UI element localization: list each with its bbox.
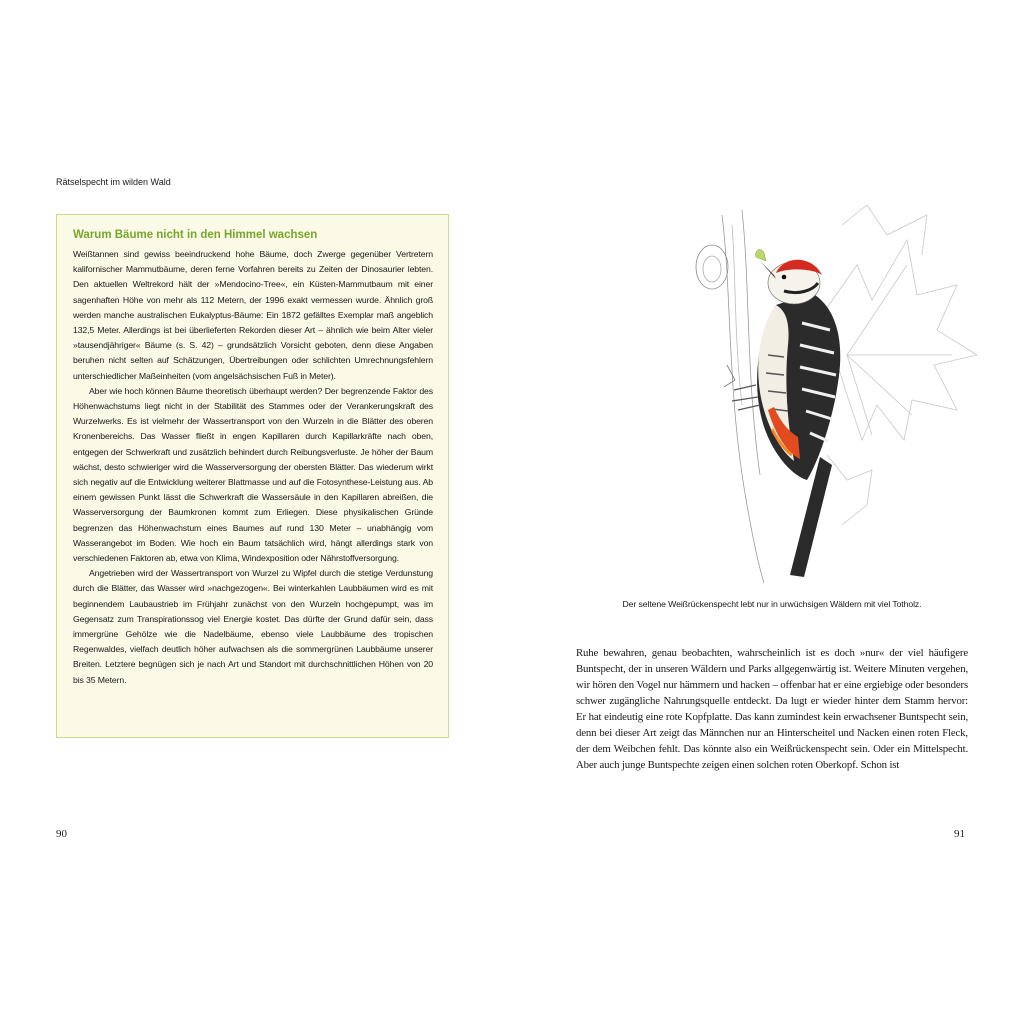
sidebar-paragraph: Weißtannen sind gewiss beeindruckend hohe Bäume, doch Zwerge gegenüber Vertretern kalifornischer Mammutbäume, deren ferne Vorfahren bereits zu Zeiten der Dinosaurier lebten. Den aktuellen Weltrekord hält der »Mendocino-Tree«, ein Küsten-Mammutbaum mit einer sagenhaften Höhe von mehr als 112 Metern, der 1996 exakt vermessen wurde. Ähnlich groß werden manche australischen Eukalyptus-Bäume: Ein 1872 gefälltes Exemplar maß angeblich 132,5 Meter. Allerdings ist bei überlieferten Rekorden dieser Art – ähnlich wie beim Alter vieler »tausendjähriger« Bäume (s. S. 42) – grundsätzlich Vorsicht geboten, denn diese Angaben beruhen nicht selten auf Schätzungen, Übertreibungen oder schlichten Umrechnungsfehlern unterschiedlicher Maßeinheiten (vom angelsächsischen Fuß in Meter). <box>73 249 433 381</box>
sidebar-paragraph: Angetrieben wird der Wassertransport von Wurzel zu Wipfel durch die stetige Verdunstung durch die Blätter, das Wasser wird »nachgezogen«. Bei winterkahlen Laubbäumen wird es mit beginnendem Laubaustrieb im Frühjahr zunächst von den Wurzeln hochgepumpt, was im Gegensatz zum Transpirationssog viel Energie kostet. Das dürfte der Grund dafür sein, dass immergrüne Gehölze wie die Nadelbäume, ebenso viele Laubbäume des tropischen Regenwaldes, vielfach deutlich höher aufwachsen als die sommergrünen Laubbäume unserer Breiten. Letztere begnügen sich je nach Art und Standort mit durchschnittlichen Höhen von 20 bis 35 Metern. <box>73 568 433 685</box>
sidebar-paragraph: Aber wie hoch können Bäume theoretisch überhaupt werden? Der begrenzende Faktor des Höhenwachstums liegt nicht in der Stabilität des Stammes oder der Verankerungskraft des Wurzelwerks. Es ist vielmehr der Wassertransport von den Wurzeln in die Blätter des oberen Kronenbereichs. Das Wasser fließt in engen Kapillaren durch Kapillarkräfte nach oben, entgegen der Schwerkraft und zusätzlich behindert durch Reibungsverluste. Je höher der Baum wächst, desto schwieriger wird die Wasserversorgung der obersten Blätter. Das wiederum wirkt sich negativ auf die Entwicklung weiterer Blattmasse und auf die Fotosynthese-Leistung aus. Ab einem gewissen Punkt lässt die Schwerkraft die Wassersäule in den Kapillaren abreißen, die Wasserversorgung der Baumkronen kommt zum Erliegen. Diese physikalischen Gründe begrenzen das Höhenwachstum eines Baumes auf rund 130 Meter – unabhängig vom Wasserangebot im Boden. Wie hoch ein Baum tatsächlich wird, hängt allerdings stark von verschiedenen Faktoren ab, etwa von Klima, Windexposition oder Nährstoffversorgung. <box>73 385 433 564</box>
maple-leaf-sketch <box>822 205 977 525</box>
sidebar-title: Warum Bäume nicht in den Himmel wachsen <box>73 229 318 241</box>
body-text <box>576 645 968 773</box>
tree-trunk-sketch <box>696 210 764 583</box>
body-paragraph: Ruhe bewahren, genau beobachten, wahrscheinlich ist es doch »nur« der viel häufigere Buntspecht, der in unseren Wäldern und Parks allgegenwärtig ist. Weitere Minuten vergehen, wir hören den Vogel nur hämmern und hacken – offenbar hat er eine ergiebige oder besonders schwer zugängliche Nahrungsquelle entdeckt. Da lugt er wieder hinter dem Stamm hervor: Er hat eindeutig eine rote Kopfplatte. Das kann zumindest kein erwachsener Buntspecht sein, denn bei dieser Art zeigt das Männchen nur an Hinterscheitel und Nacken einen roten Fleck, der dem Weibchen fehlt. Das könnte also ein Weißrückenspecht sein. Oder ein Mittelspecht. Aber auch junge Buntspechte zeigen einen solchen roten Oberkopf. Schon ist <box>576 647 968 771</box>
page-number-right: 91 <box>954 828 965 840</box>
sidebar-box <box>56 214 449 738</box>
woodpecker-illustration <box>672 205 982 585</box>
woodpecker-bird <box>732 250 840 577</box>
running-head: Rätselspecht im wilden Wald <box>56 177 171 187</box>
figure-caption: Der seltene Weißrückenspecht lebt nur in urwüchsigen Wäldern mit viel Totholz. <box>622 599 922 609</box>
page-number-left: 90 <box>56 828 67 840</box>
